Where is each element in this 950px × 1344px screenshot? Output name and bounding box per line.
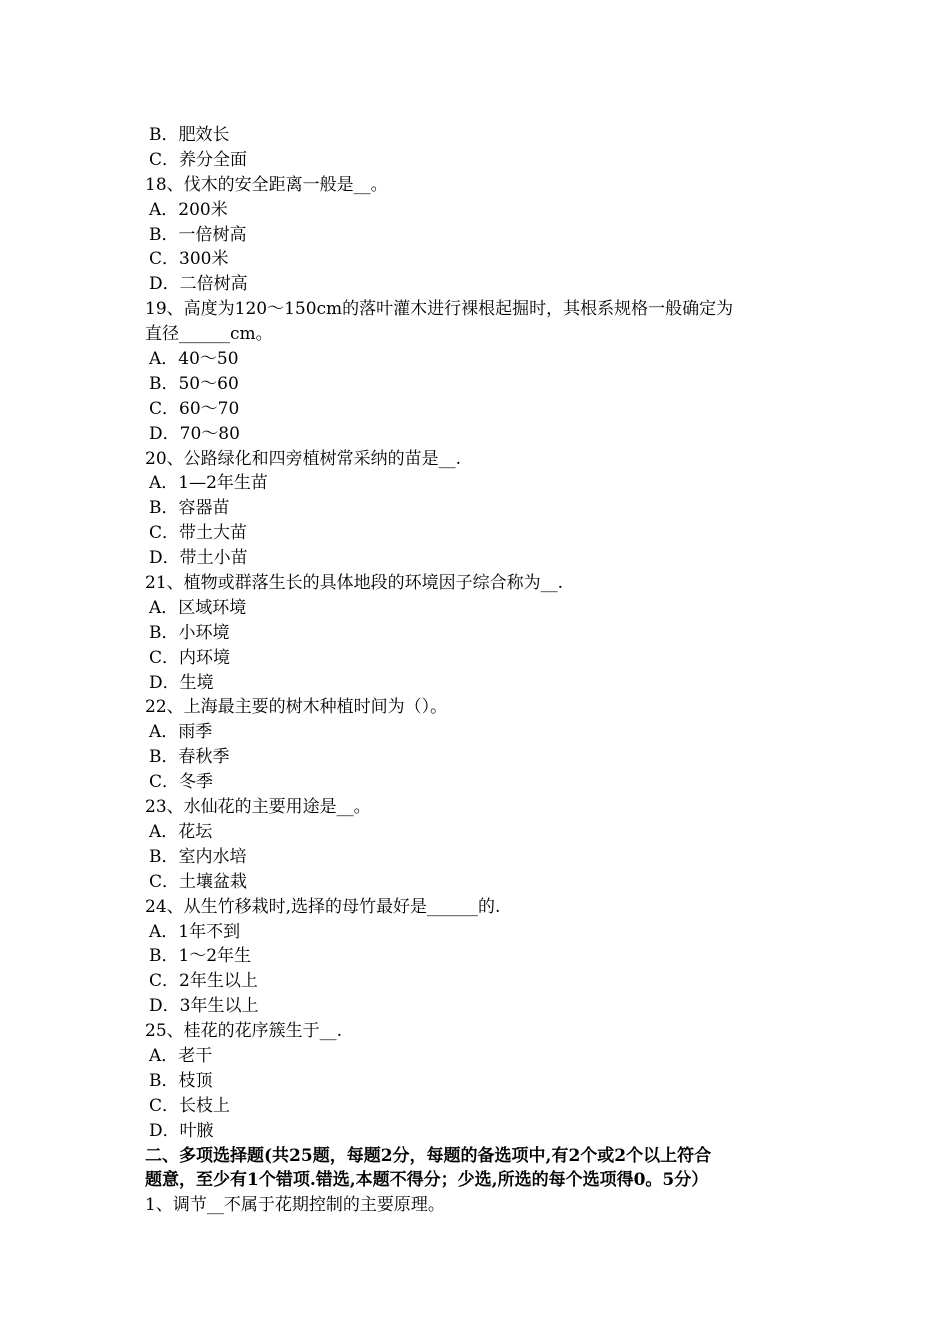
option-line: C．长枝上 — [149, 1095, 231, 1116]
option-line: A．40～50 — [149, 349, 239, 370]
question-line: 23、水仙花的主要用途是__。 — [145, 797, 371, 818]
option-line: A．老干 — [149, 1045, 213, 1066]
option-line: D．生境 — [149, 672, 214, 693]
question-line: 20、公路绿化和四旁植树常采纳的苗是__. — [145, 448, 462, 469]
option-line: C．养分全面 — [149, 149, 248, 170]
question-line: 25、桂花的花序簇生于__. — [145, 1021, 343, 1042]
question-line: 22、上海最主要的树木种植时间为（）。 — [145, 697, 448, 718]
option-line: C．土壤盆栽 — [149, 871, 248, 892]
option-line: B．1～2年生 — [149, 946, 252, 967]
option-line: B．肥效长 — [149, 125, 230, 145]
document-body — [145, 123, 815, 1218]
option-line: A．花坛 — [149, 821, 213, 842]
question-line: 24、从生竹移栽时,选择的母竹最好是______的. — [145, 896, 501, 917]
option-line: D．叶腋 — [149, 1120, 214, 1141]
option-line: D．二倍树高 — [149, 274, 248, 295]
question-line: 1、调节__不属于花期控制的主要原理。 — [145, 1195, 445, 1216]
section-heading-line: 二、多项选择题(共25题，每题2分，每题的备选项中,有2个或2个以上符合 — [145, 1145, 712, 1166]
question-line: 18、伐木的安全距离一般是__。 — [145, 174, 388, 195]
section-heading-line: 题意，至少有1个错项.错选,本题不得分；少选,所选的每个选项得0。5分） — [145, 1170, 709, 1191]
option-line: A．区域环境 — [149, 597, 247, 618]
option-line: D．带土小苗 — [149, 548, 248, 569]
option-line: C．内环境 — [149, 647, 231, 668]
option-line: B．小环境 — [149, 622, 230, 643]
option-line: C．带土大苗 — [149, 523, 248, 544]
option-line: A．200米 — [149, 199, 228, 220]
option-line: A．1年不到 — [149, 921, 241, 942]
option-line: B．室内水培 — [149, 846, 247, 867]
option-line: D．70～80 — [149, 423, 240, 444]
question-line: 21、植物或群落生长的具体地段的环境因子综合称为__. — [145, 573, 564, 594]
question-line: 直径______cm。 — [145, 324, 273, 345]
option-line: C．60～70 — [149, 398, 240, 419]
option-line: B．枝顶 — [149, 1070, 213, 1091]
option-line: B．50～60 — [149, 373, 239, 394]
option-line: B．春秋季 — [149, 747, 230, 768]
question-line: 19、高度为120～150cm的落叶灌木进行裸根起掘时，其根系规格一般确定为 — [145, 299, 734, 320]
option-line: A．雨季 — [149, 722, 213, 743]
option-line: C．冬季 — [149, 772, 214, 793]
option-line: B．容器苗 — [149, 498, 230, 519]
option-line: D．3年生以上 — [149, 996, 259, 1017]
option-line: A．1—2年生苗 — [149, 473, 268, 494]
option-line: B．一倍树高 — [149, 224, 247, 245]
option-line: C．2年生以上 — [149, 971, 258, 992]
option-line: C．300米 — [149, 249, 229, 270]
